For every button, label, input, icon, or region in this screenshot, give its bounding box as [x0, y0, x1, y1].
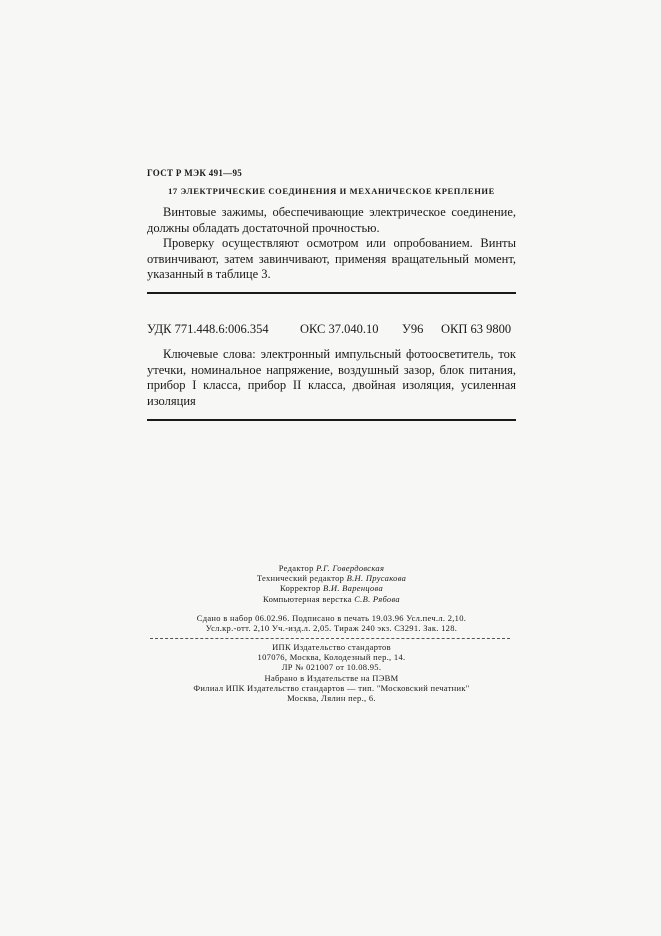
publisher-line: Филиал ИПК Издательство стандартов — тип. "Московский печатник" — [193, 682, 470, 693]
section-title: 17 ЭЛЕКТРИЧЕСКИЕ СОЕДИНЕНИЯ И МЕХАНИЧЕСКОЕ КРЕПЛЕНИЕ — [168, 186, 495, 196]
credit-editor: Редактор Р.Г. Говердовская — [278, 563, 385, 573]
keywords-text: Ключевые слова: электронный импульсный фотоосветитель, ток утечки, номинальное напряжение, воздушный зазор, блок питания, прибор I класса, прибор II класса, двойная изоляция, усиленная изоляция — [147, 347, 516, 408]
publisher-line: Набрано в Издательстве на ПЭВМ — [264, 672, 399, 683]
print-info-line: Усл.кр.-отт. 2,10 Уч.-изд.л. 2,05. Тираж 240 экз. С3291. Зак. 128. — [205, 623, 458, 634]
print-info-block — [147, 613, 516, 633]
divider-bottom — [147, 419, 516, 421]
u-code: У96 — [402, 322, 424, 336]
okp-code: ОКП 63 9800 — [441, 322, 512, 336]
publisher-line: ЛР № 021007 от 10.08.95. — [281, 662, 382, 673]
standard-code: ГОСТ Р МЭК 491—95 — [147, 168, 243, 178]
section-paragraph-2: Проверку осуществляют осмотром или опробованием. Винты отвинчивают, затем завинчивают, применяя вращательный момент, указанный в таблице 3. — [147, 236, 516, 281]
credit-corrector: Корректор В.И. Варенцова — [279, 583, 384, 594]
print-info-line: Сдано в набор 06.02.96. Подписано в печать 19.03.96 Усл.печ.л. 2,10. — [196, 613, 467, 623]
credit-tech-editor: Технический редактор В.Н. Прусакова — [256, 573, 407, 584]
udk-code: УДК 771.448.6:006.354 — [147, 322, 269, 336]
credits-block — [147, 563, 516, 604]
dashed-divider — [150, 638, 510, 639]
divider-top — [147, 292, 516, 294]
oks-code: ОКС 37.040.10 — [300, 322, 379, 336]
publisher-line: Москва, Лялин пер., 6. — [287, 693, 376, 704]
publisher-block — [147, 642, 516, 703]
section-paragraph-1: Винтовые зажимы, обеспечивающие электрическое соединение, должны обладать достаточной прочностью. — [147, 205, 516, 235]
credit-layout: Компьютерная верстка С.В. Рябова — [263, 593, 400, 604]
publisher-line: 107076, Москва, Колодезный пер., 14. — [257, 652, 406, 663]
section-body — [147, 205, 516, 283]
keywords-block — [147, 347, 516, 409]
publisher-line: ИПК Издательство стандартов — [272, 642, 391, 652]
